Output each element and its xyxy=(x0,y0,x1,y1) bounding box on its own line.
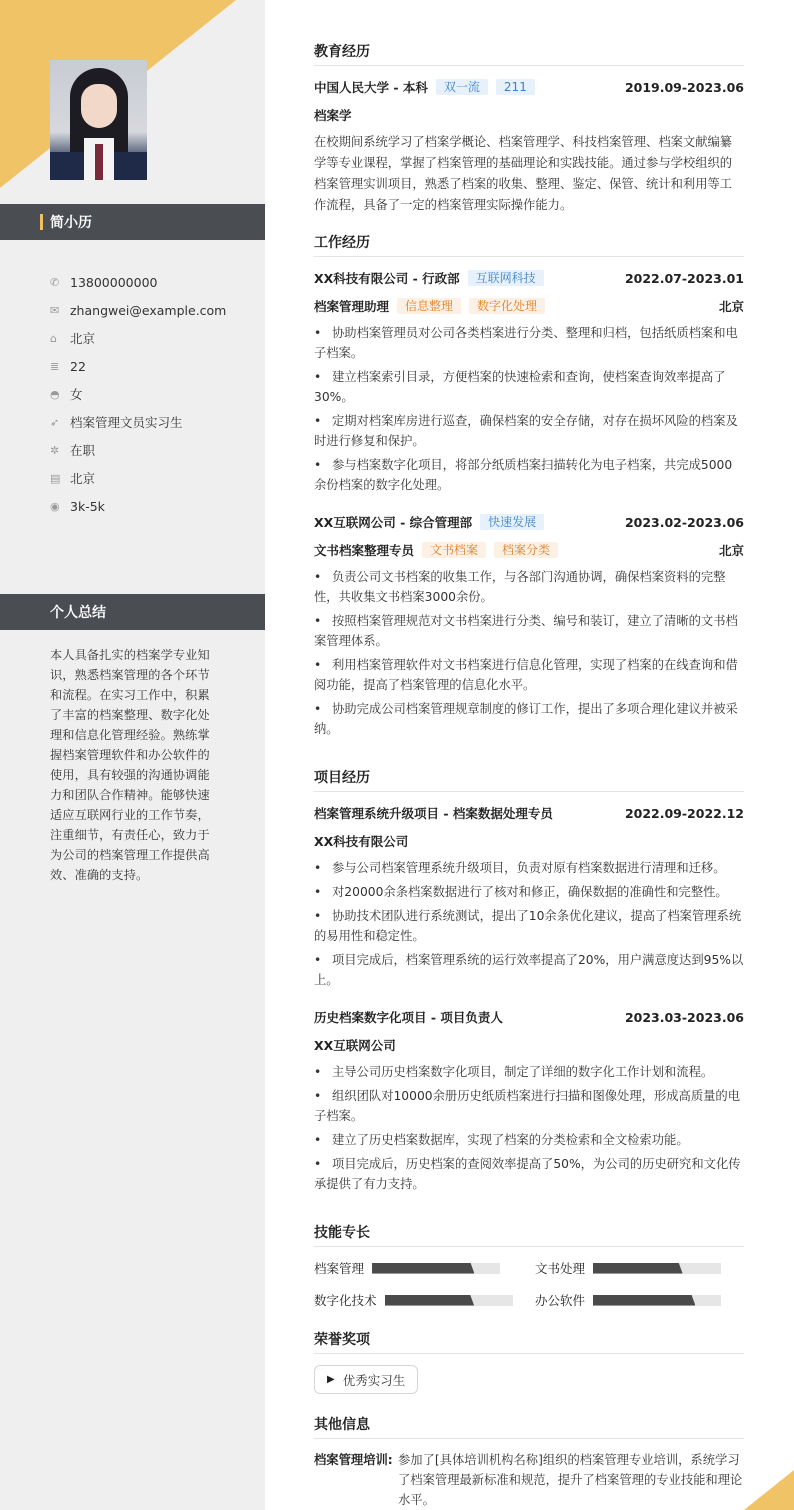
info-value: 3k-5k xyxy=(70,498,105,514)
list-item: • 建立了历史档案数据库，实现了档案的分类检索和全文检索功能。 xyxy=(314,1130,744,1150)
building-icon: ▤ xyxy=(50,471,61,485)
job-header-row xyxy=(314,513,744,531)
contact-info-list xyxy=(50,268,260,520)
list-item: • 对20000余条档案数据进行了核对和修正，确保数据的准确性和完整性。 xyxy=(314,882,744,902)
list-item: • 协助完成公司档案管理规章制度的修订工作，提出了多项合理化建议并被采纳。 xyxy=(314,699,744,739)
job-bullets xyxy=(314,567,744,743)
skill-bar xyxy=(372,1263,500,1274)
info-value: 女 xyxy=(70,387,83,402)
info-value: 13800000000 xyxy=(70,274,158,290)
list-item: • 利用档案管理软件对文书档案进行信息化管理，实现了档案的在线查询和借阅功能，提高了档案管理的信息化水平。 xyxy=(314,655,744,695)
summary-header-text: 个人总结 xyxy=(50,605,106,621)
list-item: • 建立档案索引目录，方便档案的快速检索和查询，使档案查询效率提高了30%。 xyxy=(314,367,744,407)
skill-item xyxy=(535,1259,721,1277)
section-title-projects: 项目经历 xyxy=(314,767,744,792)
skill-bar-fill xyxy=(385,1295,475,1306)
other-label: 档案管理培训: xyxy=(314,1453,393,1467)
skill-bar xyxy=(593,1263,721,1274)
project-header-row xyxy=(314,1008,744,1026)
skill-bar-fill xyxy=(372,1263,474,1274)
award-item[interactable] xyxy=(314,1365,418,1394)
project-company-row xyxy=(314,832,744,850)
info-value: 22 xyxy=(70,358,86,374)
info-value: 在职 xyxy=(70,443,96,458)
skill-item xyxy=(314,1291,513,1309)
job-company: XX互联网公司 - 综合管理部 xyxy=(314,515,473,530)
major-row xyxy=(314,106,744,124)
school-tag: 双一流 xyxy=(436,79,488,95)
skill-bar-fill xyxy=(593,1295,695,1306)
home-icon: ⌂ xyxy=(50,331,57,345)
list-item: • 协助技术团队进行系统测试，提出了10余条优化建议，提高了档案管理系统的易用性和稳定性。 xyxy=(314,906,744,946)
job-company: XX科技有限公司 - 行政部 xyxy=(314,271,460,286)
project-name: 档案管理系统升级项目 - 档案数据处理专员 xyxy=(314,806,553,821)
skill-item xyxy=(535,1291,721,1309)
decorative-corner-triangle xyxy=(744,1470,794,1510)
info-salary xyxy=(50,492,260,520)
age-icon: ≣ xyxy=(50,359,60,373)
project-bullets xyxy=(314,858,744,994)
phone-icon: ✆ xyxy=(50,275,60,289)
job-date: 2023.02-2023.06 xyxy=(624,514,744,530)
skill-tag: 档案分类 xyxy=(494,542,558,558)
skill-bar xyxy=(385,1295,513,1306)
list-item: • 主导公司历史档案数字化项目，制定了详细的数字化工作计划和流程。 xyxy=(314,1062,744,1082)
info-value: 北京 xyxy=(70,471,96,486)
job-location: 北京 xyxy=(718,543,744,558)
info-value: 北京 xyxy=(70,331,96,346)
job-location: 北京 xyxy=(718,299,744,314)
salary-icon: ◉ xyxy=(50,499,60,513)
info-age xyxy=(50,352,260,380)
industry-tag: 互联网科技 xyxy=(468,270,544,286)
info-status xyxy=(50,436,260,464)
avatar-photo xyxy=(50,60,147,180)
status-icon: ✲ xyxy=(50,443,60,457)
info-gender xyxy=(50,380,260,408)
list-item: • 定期对档案库房进行巡查，确保档案的安全存储，对存在损坏风险的档案及时进行修复和保护。 xyxy=(314,411,744,451)
info-hometown xyxy=(50,324,260,352)
summary-header xyxy=(0,594,265,630)
send-icon: ➶ xyxy=(50,415,60,429)
project-date: 2023.03-2023.06 xyxy=(624,1009,744,1025)
project-date: 2022.09-2022.12 xyxy=(624,805,744,821)
skill-bar xyxy=(593,1295,721,1306)
accent-bar xyxy=(40,214,43,230)
skill-tag: 信息整理 xyxy=(397,298,461,314)
major: 档案学 xyxy=(314,108,352,123)
job-position-row xyxy=(314,541,744,559)
list-item: • 组织团队对10000余册历史纸质档案进行扫描和图像处理，形成高质量的电子档案。 xyxy=(314,1086,744,1126)
job-position: 文书档案整理专员 xyxy=(314,543,415,558)
skill-name: 办公软件 xyxy=(535,1293,586,1308)
summary-text: 本人具备扎实的档案学专业知识，熟悉档案管理的各个环节和流程。在实习工作中，积累了丰富的档案整理、数字化处理和信息化管理经验。熟练掌握档案管理软件和办公软件的使用，具有较强的沟通协调能力和团队合作精神。能够快速适应互联网行业的工作节奏，注重细节，有责任心，致力于为公司的档案管理工作提供高效、准确的支持。 xyxy=(50,648,210,882)
info-phone xyxy=(50,268,260,296)
skill-name: 文书处理 xyxy=(535,1261,586,1276)
job-date: 2022.07-2023.01 xyxy=(624,270,744,286)
skill-item xyxy=(314,1259,500,1277)
list-item: • 负责公司文书档案的收集工作，与各部门沟通协调，确保档案资料的完整性，共收集文书档案3000余份。 xyxy=(314,567,744,607)
project-header-row xyxy=(314,804,744,822)
list-item: • 参与档案数字化项目，将部分纸质档案扫描转化为电子档案，共完成5000余份档案的数字化处理。 xyxy=(314,455,744,495)
info-target-position xyxy=(50,408,260,436)
list-item: • 按照档案管理规范对文书档案进行分类、编号和装订，建立了清晰的文书档案管理体系。 xyxy=(314,611,744,651)
section-title-skills: 技能专长 xyxy=(314,1222,744,1247)
job-header-row xyxy=(314,269,744,287)
info-email xyxy=(50,296,260,324)
skill-tag: 文书档案 xyxy=(422,542,486,558)
school-tag: 211 xyxy=(496,79,535,95)
skill-name: 数字化技术 xyxy=(314,1293,377,1308)
education-date: 2019.09-2023.06 xyxy=(624,79,744,95)
education-description: 在校期间系统学习了档案学概论、档案管理学、科技档案管理、档案文献编纂学等专业课程，掌握了档案管理的基础理论和实践技能。通过参与学校组织的档案管理实训项目，熟悉了档案的收集、整理、鉴定、保管、统计和利用等工作流程，具备了一定的档案管理实际操作能力。 xyxy=(314,135,733,212)
skill-name: 档案管理 xyxy=(314,1261,365,1276)
industry-tag: 快速发展 xyxy=(480,514,544,530)
job-bullets xyxy=(314,323,744,499)
other-info-row xyxy=(314,1450,744,1510)
skill-bar-fill xyxy=(593,1263,683,1274)
project-company: XX互联网公司 xyxy=(314,1038,396,1053)
project-company-row xyxy=(314,1036,744,1054)
section-title-education: 教育经历 xyxy=(314,41,744,66)
list-item: • 协助档案管理员对公司各类档案进行分类、整理和归档，包括纸质档案和电子档案。 xyxy=(314,323,744,363)
play-triangle-icon: ▶ xyxy=(327,1374,335,1385)
gender-icon: ◓ xyxy=(50,387,60,401)
education-header-row xyxy=(314,78,744,96)
info-target-city xyxy=(50,464,260,492)
email-icon: ✉ xyxy=(50,303,60,317)
sidebar xyxy=(0,0,265,1510)
list-item: • 项目完成后，档案管理系统的运行效率提高了20%，用户满意度达到95%以上。 xyxy=(314,950,744,990)
list-item: • 项目完成后，历史档案的查阅效率提高了50%，为公司的历史研究和文化传承提供了有力支持。 xyxy=(314,1154,744,1194)
other-text: 参加了[具体培训机构名称]组织的档案管理专业培训，系统学习了档案管理最新标准和规范，提升了档案管理的专业技能和理论水平。 xyxy=(398,1453,743,1507)
section-title-awards: 荣誉奖项 xyxy=(314,1329,744,1354)
info-value: zhangwei@example.com xyxy=(70,302,227,318)
section-title-other: 其他信息 xyxy=(314,1414,744,1439)
project-name: 历史档案数字化项目 - 项目负责人 xyxy=(314,1010,503,1025)
school-name: 中国人民大学 - 本科 xyxy=(314,80,428,95)
job-position: 档案管理助理 xyxy=(314,299,390,314)
info-value: 档案管理文员实习生 xyxy=(70,415,183,430)
project-bullets xyxy=(314,1062,744,1198)
list-item: • 参与公司档案管理系统升级项目，负责对原有档案数据进行清理和迁移。 xyxy=(314,858,744,878)
skill-tag: 数字化处理 xyxy=(469,298,545,314)
section-title-work: 工作经历 xyxy=(314,232,744,257)
award-label: 优秀实习生 xyxy=(342,1372,406,1388)
name-text: 简小历 xyxy=(50,215,92,231)
name-header xyxy=(0,204,265,240)
project-company: XX科技有限公司 xyxy=(314,834,409,849)
job-position-row xyxy=(314,297,744,315)
